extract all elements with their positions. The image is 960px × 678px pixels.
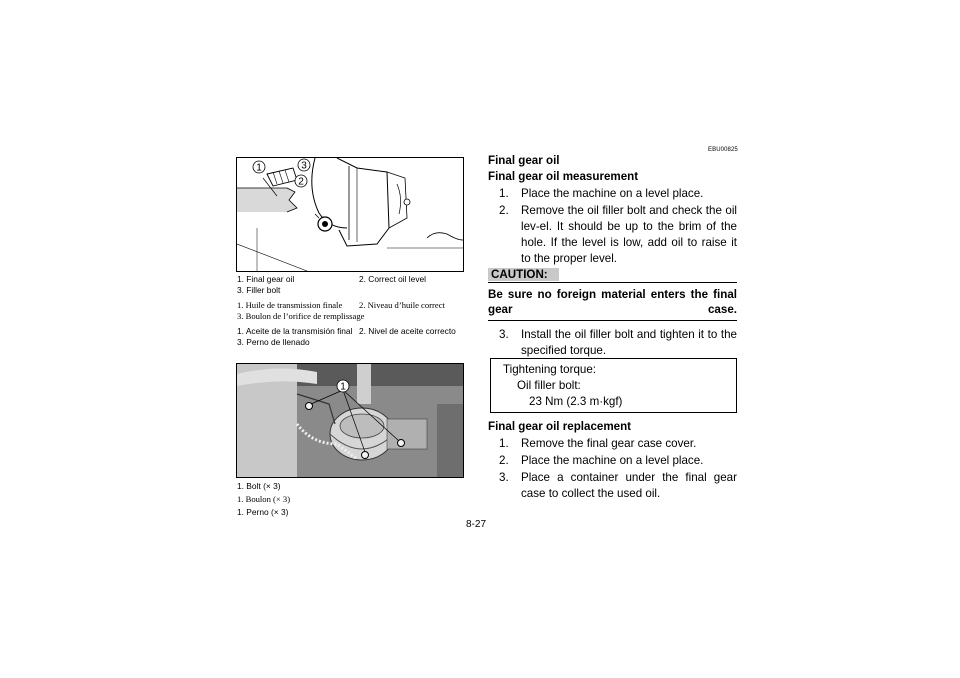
gear-case-photo	[237, 364, 463, 477]
step-number: 1.	[499, 437, 509, 450]
caption-es-2: 2. Nivel de aceite correcto	[359, 326, 456, 336]
replacement-heading: Final gear oil replacement	[488, 420, 632, 433]
replacement-step-1	[499, 436, 737, 452]
step-number: 3.	[499, 471, 509, 484]
caption-en-3: 3. Filler bolt	[237, 285, 281, 295]
caption-fr-1: 1. Huile de transmission finale	[237, 300, 343, 310]
step-text: Place a container under the final gear case to collect the used oil.	[521, 471, 737, 500]
svg-text:1: 1	[256, 162, 262, 174]
step-text: Place the machine on a level place.	[521, 454, 704, 467]
figure-gear-case-cover-bolts	[236, 363, 464, 478]
caption2-en: 1. Bolt (× 3)	[237, 481, 281, 491]
step-text: Place the machine on a level place.	[521, 187, 704, 200]
document-code: EBU00825	[708, 147, 738, 153]
replacement-step-3	[499, 470, 737, 502]
step-text: Remove the oil filler bolt and check the oil lev-el. It should be up to the brim of the hole. If the level is low, add oil to raise it to the proper level.	[521, 204, 737, 265]
callout-2	[295, 175, 307, 188]
gear-case-illustration	[237, 158, 463, 271]
step-number: 3.	[499, 328, 509, 341]
section-title: Final gear oil	[488, 154, 560, 167]
oil-shading	[237, 188, 287, 212]
svg-text:2: 2	[298, 176, 304, 188]
svg-text:1: 1	[340, 381, 346, 393]
callout-1	[337, 380, 349, 393]
caution-label: CAUTION:	[488, 268, 559, 281]
figure-final-gear-oil-level	[236, 157, 464, 272]
caption-fr-2: 2. Niveau d’huile correct	[359, 300, 445, 310]
replacement-step-2	[499, 453, 737, 469]
measurement-heading: Final gear oil measurement	[488, 170, 639, 183]
callout-3	[298, 159, 310, 172]
caption-es-1: 1. Aceite de la transmisión final	[237, 326, 353, 336]
step-text: Remove the final gear case cover.	[521, 437, 697, 450]
step-number: 1.	[499, 187, 509, 200]
step-number: 2.	[499, 454, 509, 467]
torque-title: Tightening torque:	[503, 363, 597, 376]
page-number: 8-27	[466, 519, 487, 530]
callout-1	[253, 161, 265, 174]
step-number: 2.	[499, 204, 509, 217]
caption-en-2: 2. Correct oil level	[359, 274, 427, 284]
caption-fr-3: 3. Boulon de l’orifice de remplissage	[237, 311, 365, 321]
torque-item: Oil filler bolt:	[517, 379, 581, 392]
caption2-fr: 1. Boulon (× 3)	[237, 494, 291, 504]
caution-text: Be sure no foreign material enters the final gear case.	[488, 288, 737, 316]
caption-es-3: 3. Perno de llenado	[237, 337, 310, 347]
caution-bottom-rule	[488, 320, 737, 321]
step-text: Install the oil filler bolt and tighten it to the specified torque.	[521, 328, 737, 357]
caution-top-rule	[488, 282, 737, 283]
torque-value: 23 Nm (2.3 m·kgf)	[529, 395, 623, 408]
measurement-step-2	[499, 203, 737, 267]
bolt-b	[362, 452, 369, 459]
svg-text:3: 3	[301, 160, 307, 172]
install-step-3	[499, 327, 737, 359]
caption2-es: 1. Perno (× 3)	[237, 507, 289, 517]
torque-spec-box	[490, 358, 737, 413]
measurement-step-1	[499, 186, 737, 202]
caption-en-1: 1. Final gear oil	[237, 274, 295, 284]
